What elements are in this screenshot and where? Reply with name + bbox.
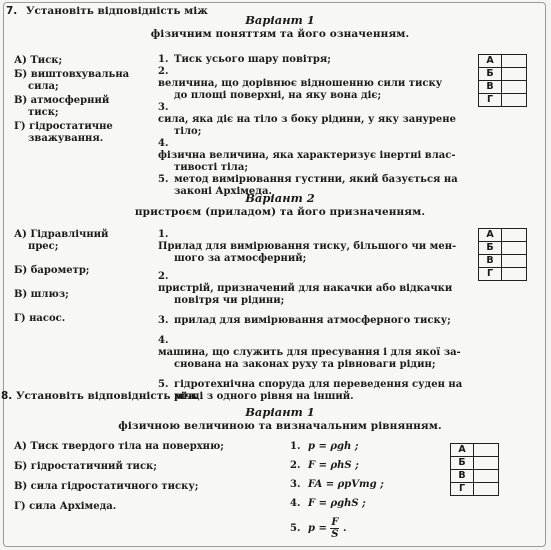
option-row: 1.Прилад для вимірювання тиску, більшого чи мен- (158, 229, 457, 252)
answer-cell[interactable] (502, 94, 527, 107)
task8-variant1-title: Варіант 1 (245, 405, 315, 419)
task8-formulas (290, 441, 450, 540)
task8-title: Установіть відповідність між (16, 390, 198, 402)
answer-letter: А (451, 444, 474, 457)
option-row: 2.величина, що дорівнює відношенню сили тиску (158, 66, 443, 89)
left-item: Г) сила Архімеда. (14, 501, 117, 512)
option-row: снована на законах руху та рівноваги рідин; (174, 359, 436, 370)
answer-letter: Б (479, 68, 502, 81)
task7-number: 7. (6, 5, 18, 17)
answer-cell[interactable] (502, 81, 527, 94)
answer-letter: Б (451, 457, 474, 470)
answer-cell[interactable] (474, 483, 499, 496)
task7-variant2-subtitle: пристроєм (приладом) та його призначенням. (134, 206, 426, 218)
task7-v1-left-list (14, 55, 154, 147)
option-row: тіло; (174, 126, 202, 137)
task8-answer-grid (450, 443, 499, 496)
formula-row-fraction: 5. p = $\frac{F}{S}$ . (290, 517, 347, 540)
task7-v1-options (158, 54, 458, 198)
task7-variant1-title: Варіант 1 (245, 13, 315, 27)
option-row: 5. гідротехнічна споруда для переведення суден на (158, 379, 463, 390)
task8-number: 8. (1, 390, 13, 402)
option-row: річці з одного рівня на інший. (174, 391, 354, 402)
option-row: 1. Тиск усього шару повітря; (158, 54, 331, 65)
left-item: В) шлюз; (14, 289, 69, 300)
left-item: А) Тиск твердого тіла на поверхню; (14, 441, 224, 452)
option-row: 5. метод вимірювання густини, який базується на (158, 174, 458, 185)
formula-row: 1. p = ρgh ; (290, 441, 359, 452)
option-row: шого за атмосферний; (174, 253, 307, 264)
answer-cell[interactable] (474, 457, 499, 470)
left-item: Г) насос. (14, 313, 66, 324)
formula-row: 3. FA = ρрVтg ; (290, 479, 384, 490)
task7-variant1-subtitle: фізичним поняттям та його означенням. (150, 28, 410, 40)
left-item: Б) виштовхувальна (14, 69, 130, 80)
left-item: Б) барометр; (14, 265, 90, 276)
formula-row: 2. F = ρhS ; (290, 460, 359, 471)
answer-letter: Г (479, 268, 502, 281)
answer-letter: А (479, 55, 502, 68)
task8-variant1-subtitle: фізичною величиною та визначальним рівнянням. (118, 420, 442, 432)
answer-cell[interactable] (474, 444, 499, 457)
option-row: 3. прилад для вимірювання атмосферного тиску; (158, 315, 451, 326)
answer-cell[interactable] (502, 55, 527, 68)
task7-title: Установіть відповідність між (26, 5, 208, 17)
option-row: повітря чи рідини; (174, 295, 285, 306)
answer-letter: Б (479, 242, 502, 255)
left-item: А) Тиск; (14, 55, 63, 66)
answer-cell[interactable] (502, 242, 527, 255)
option-row: 3.сила, яка діє на тіло з боку рідини, у яку занурене (158, 102, 456, 125)
left-item: сила; (28, 81, 59, 92)
answer-letter: В (451, 470, 474, 483)
left-item: зважування. (28, 133, 104, 144)
option-row: 4.фізична величина, яка характеризує інертні влас- (158, 138, 456, 161)
task7-variant2-title: Варіант 2 (245, 191, 315, 205)
answer-cell[interactable] (502, 255, 527, 268)
answer-cell[interactable] (474, 470, 499, 483)
option-row: законі Архімеда. (174, 186, 272, 197)
left-item: Г) гідростатичне (14, 121, 113, 132)
left-item: тиск; (28, 107, 59, 118)
answer-letter: Г (451, 483, 474, 496)
answer-cell[interactable] (502, 268, 527, 281)
left-item: прес; (28, 241, 59, 252)
task8-left-list (14, 441, 274, 513)
answer-cell[interactable] (502, 68, 527, 81)
fraction: $\frac{F}{S}$ (331, 517, 339, 540)
answer-cell[interactable] (502, 229, 527, 242)
answer-letter: В (479, 81, 502, 94)
left-item: В) сила гідростатичного тиску; (14, 481, 199, 492)
task7-v2-options (158, 229, 463, 403)
answer-letter: А (479, 229, 502, 242)
task7-v1-answer-grid (478, 54, 527, 107)
option-row: 2.пристрій, призначений для накачки або відкачки (158, 271, 453, 294)
left-item: В) атмосферний (14, 95, 110, 106)
task7-v2-answer-grid (478, 228, 527, 281)
option-row: до площі поверхні, на яку вона діє; (174, 90, 382, 101)
left-item: А) Гідравлічний (14, 229, 109, 240)
formula-row: 4. F = ρghS ; (290, 498, 366, 509)
option-row: тивості тіла; (174, 162, 249, 173)
answer-letter: Г (479, 94, 502, 107)
answer-letter: В (479, 255, 502, 268)
task7-v2-left-list (14, 229, 154, 327)
left-item: Б) гідростатичний тиск; (14, 461, 157, 472)
option-row: 4.машина, що служить для пресування і для якої за- (158, 335, 461, 358)
